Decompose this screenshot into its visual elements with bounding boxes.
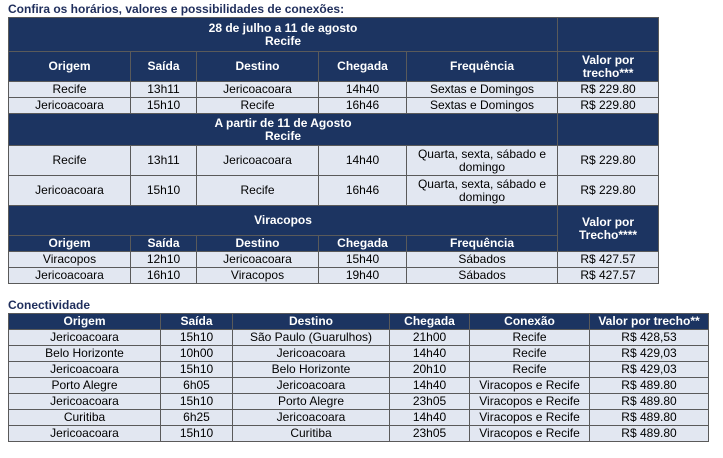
cell-destino: Jericoacoara: [233, 346, 390, 362]
cell-destino: Belo Horizonte: [233, 362, 390, 378]
cell-origem: Belo Horizonte: [9, 346, 161, 362]
cell-saida: 6h25: [161, 410, 233, 426]
cell-destino: São Paulo (Guarulhos): [233, 330, 390, 346]
col-header-saida: Saída: [161, 314, 233, 330]
cell-frequencia: Sábados: [407, 252, 558, 268]
cell-frequencia: Sextas e Domingos: [407, 98, 558, 114]
section2-title-row: [9, 114, 659, 146]
cell-frequencia: Sábados: [407, 268, 558, 284]
section1-header-row: [9, 52, 659, 82]
table-row: [9, 426, 709, 442]
cell-destino: Viracopos: [197, 268, 319, 284]
table-row: [9, 330, 709, 346]
col-header-origem: Origem: [9, 52, 131, 82]
cell-conexao: Viracopos e Recife: [470, 394, 590, 410]
section2-city: Recife: [265, 128, 302, 143]
col-header-chegada: Chegada: [319, 236, 407, 252]
cell-destino: Jericoacoara: [197, 146, 319, 176]
cell-conexao: Recife: [470, 346, 590, 362]
table-row: [9, 268, 659, 284]
cell-origem: Jericoacoara: [9, 268, 131, 284]
cell-saida: 15h10: [131, 98, 197, 114]
cell-destino: Recife: [197, 176, 319, 206]
cell-saida: 15h10: [161, 362, 233, 378]
cell-chegada: 16h46: [319, 176, 407, 206]
section3-title: Viracopos: [9, 206, 558, 236]
cell-conexao: Viracopos e Recife: [470, 410, 590, 426]
col-header-saida: Saída: [131, 236, 197, 252]
schedule-caption: Confira os horários, valores e possibilidades de conexões:: [8, 2, 345, 16]
cell-valor: R$ 427.57: [558, 268, 659, 284]
cell-chegada: 23h05: [390, 394, 470, 410]
cell-chegada: 21h00: [390, 330, 470, 346]
cell-valor: R$ 489.80: [590, 378, 709, 394]
col-header-frequencia: Frequência: [407, 52, 558, 82]
table-row: [9, 362, 709, 378]
cell-chegada: 14h40: [390, 346, 470, 362]
table-row: [9, 176, 659, 206]
cell-origem: Recife: [9, 146, 131, 176]
cell-saida: 13h11: [131, 82, 197, 98]
cell-saida: 12h10: [131, 252, 197, 268]
section1-title-row: [9, 18, 659, 52]
connectivity-caption: Conectividade: [8, 298, 91, 312]
cell-valor: R$ 489.80: [590, 410, 709, 426]
cell-conexao: Viracopos e Recife: [470, 378, 590, 394]
col-header-conexao: Conexão: [470, 314, 590, 330]
cell-chegada: 14h40: [319, 146, 407, 176]
col-header-chegada: Chegada: [390, 314, 470, 330]
cell-valor: R$ 429,03: [590, 346, 709, 362]
col-header-destino: Destino: [233, 314, 390, 330]
cell-destino: Jericoacoara: [233, 410, 390, 426]
cell-saida: 15h10: [161, 426, 233, 442]
col-header-valor: Valor por trecho***: [558, 52, 659, 82]
cell-destino: Curitiba: [233, 426, 390, 442]
cell-frequencia: Sextas e Domingos: [407, 82, 558, 98]
connectivity-table: [8, 313, 709, 442]
cell-origem: Jericoacoara: [9, 176, 131, 206]
section3-value-header: Valor por Trecho****: [558, 206, 659, 252]
table-row: [9, 98, 659, 114]
cell-valor: R$ 429,03: [590, 362, 709, 378]
col-header-destino: Destino: [197, 52, 319, 82]
cell-origem: Porto Alegre: [9, 378, 161, 394]
col-header-chegada: Chegada: [319, 52, 407, 82]
cell-origem: Jericoacoara: [9, 394, 161, 410]
section1-city: Recife: [265, 33, 302, 48]
cell-destino: Jericoacoara: [197, 82, 319, 98]
cell-chegada: 14h40: [390, 378, 470, 394]
cell-valor: R$ 229.80: [558, 82, 659, 98]
section2-empty-cell: [558, 114, 659, 146]
cell-destino: Jericoacoara: [233, 378, 390, 394]
col-header-origem: Origem: [9, 314, 161, 330]
cell-origem: Jericoacoara: [9, 426, 161, 442]
table-row: [9, 146, 659, 176]
col-header-valor: Valor por trecho**: [590, 314, 709, 330]
cell-conexao: Recife: [470, 362, 590, 378]
cell-origem: Recife: [9, 82, 131, 98]
cell-saida: 15h10: [161, 330, 233, 346]
cell-origem: Curitiba: [9, 410, 161, 426]
cell-chegada: 23h05: [390, 426, 470, 442]
cell-chegada: 14h40: [319, 82, 407, 98]
cell-saida: 15h10: [161, 394, 233, 410]
col-header-frequencia: Frequência: [407, 236, 558, 252]
cell-chegada: 14h40: [390, 410, 470, 426]
table-row: [9, 410, 709, 426]
cell-origem: Jericoacoara: [9, 98, 131, 114]
cell-destino: Jericoacoara: [197, 252, 319, 268]
section3-title-row: [9, 206, 659, 236]
cell-saida: 13h11: [131, 146, 197, 176]
cell-valor: R$ 489.80: [590, 426, 709, 442]
cell-chegada: 15h40: [319, 252, 407, 268]
table-row: [9, 346, 709, 362]
cell-saida: 10h00: [161, 346, 233, 362]
schedule-table: [8, 17, 659, 284]
cell-conexao: Recife: [470, 330, 590, 346]
connectivity-header-row: [9, 314, 709, 330]
cell-frequencia: Quarta, sexta, sábado e domingo: [407, 146, 558, 176]
section1-title-cell: [9, 18, 558, 52]
cell-chegada: 19h40: [319, 268, 407, 284]
cell-valor: R$ 489.80: [590, 394, 709, 410]
cell-valor: R$ 428,53: [590, 330, 709, 346]
section2-title-cell: [9, 114, 558, 146]
cell-origem: Jericoacoara: [9, 362, 161, 378]
cell-chegada: 20h10: [390, 362, 470, 378]
section1-period: 28 de julho a 11 de agosto: [208, 20, 358, 35]
table-row: [9, 252, 659, 268]
cell-valor: R$ 229.80: [558, 146, 659, 176]
cell-destino: Porto Alegre: [233, 394, 390, 410]
col-header-destino: Destino: [197, 236, 319, 252]
cell-frequencia: Quarta, sexta, sábado e domingo: [407, 176, 558, 206]
cell-destino: Recife: [197, 98, 319, 114]
cell-saida: 16h10: [131, 268, 197, 284]
table-row: [9, 394, 709, 410]
table-row: [9, 378, 709, 394]
section1-empty-cell: [558, 18, 659, 52]
col-header-origem: Origem: [9, 236, 131, 252]
section2-period: A partir de 11 de Agosto: [214, 115, 352, 130]
cell-valor: R$ 229.80: [558, 98, 659, 114]
cell-saida: 15h10: [131, 176, 197, 206]
cell-origem: Viracopos: [9, 252, 131, 268]
cell-saida: 6h05: [161, 378, 233, 394]
cell-valor: R$ 427.57: [558, 252, 659, 268]
table-row: [9, 82, 659, 98]
cell-valor: R$ 229.80: [558, 176, 659, 206]
cell-conexao: Viracopos e Recife: [470, 426, 590, 442]
cell-chegada: 16h46: [319, 98, 407, 114]
cell-origem: Jericoacoara: [9, 330, 161, 346]
col-header-saida: Saída: [131, 52, 197, 82]
